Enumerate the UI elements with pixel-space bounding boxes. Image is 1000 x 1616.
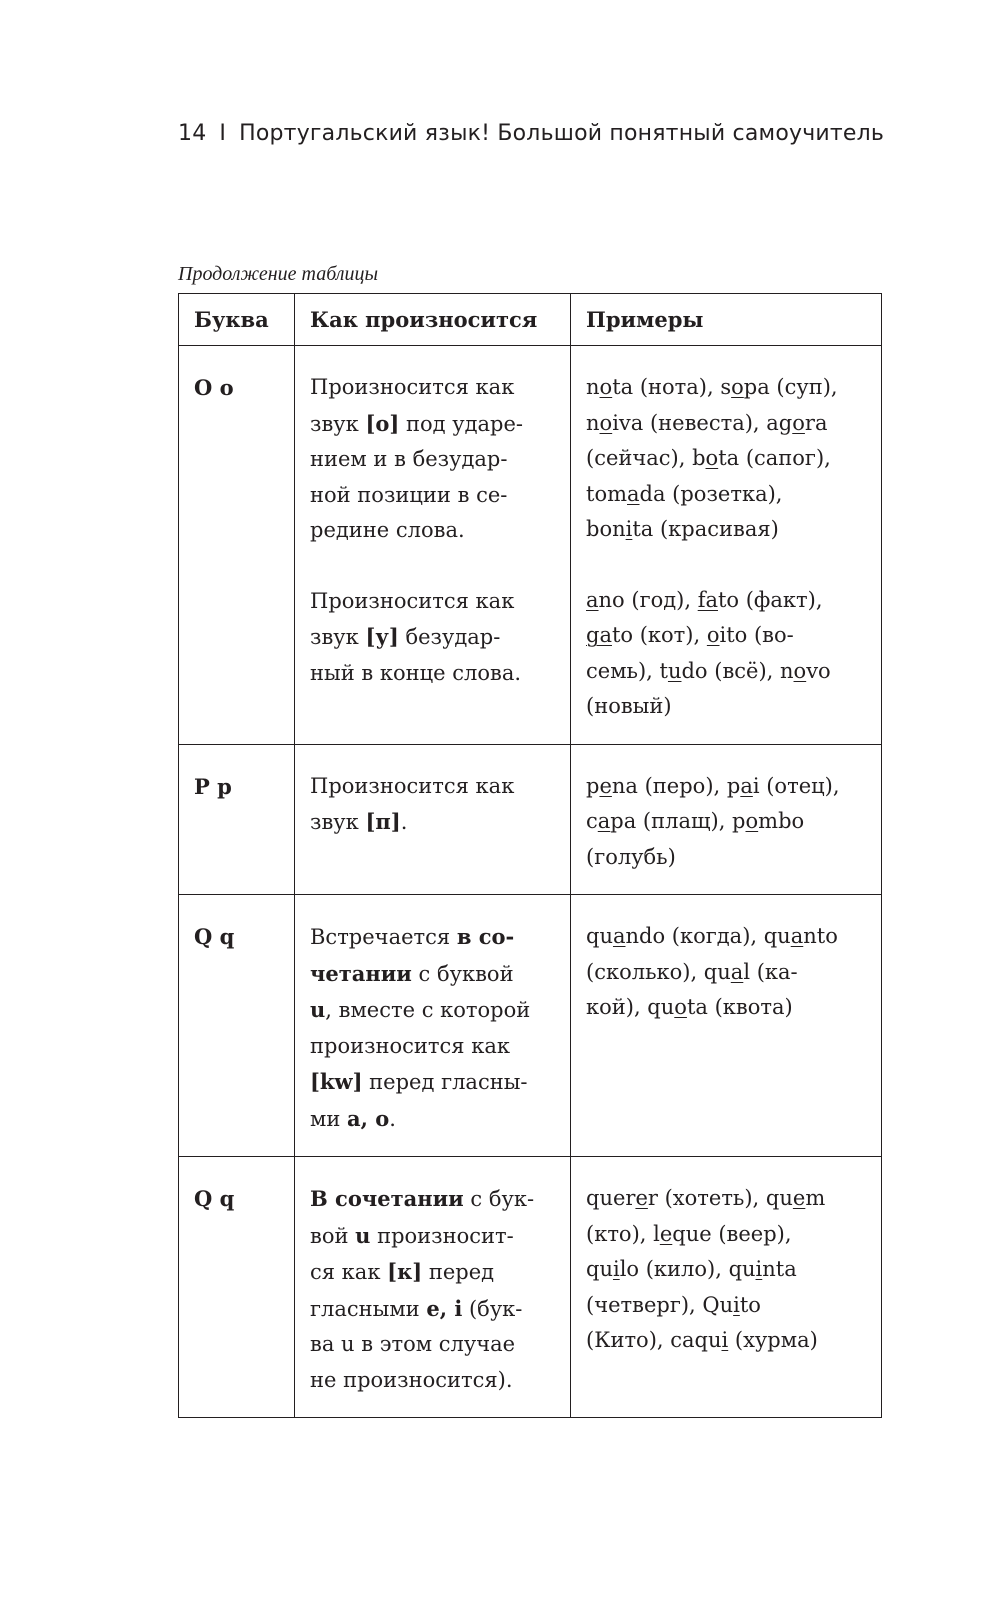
stressed-letter: fa [697, 587, 718, 612]
text-segment: не произносится). [310, 1367, 513, 1392]
column-header-pronunciation: Как произносится [295, 294, 571, 346]
letter-cell: Q q [179, 895, 295, 1157]
text-segment: r (хотеть), qu [647, 1186, 793, 1210]
stressed-letter: o [793, 658, 807, 683]
bold-text: В сочетании [310, 1186, 464, 1211]
text-segment: кой), qu [586, 995, 675, 1019]
text-segment: to [739, 1292, 761, 1317]
column-header-examples: Примеры [571, 294, 882, 346]
pronunciation-rule [310, 370, 556, 549]
text-segment: звук [310, 411, 366, 436]
bold-text: u [310, 997, 326, 1022]
stressed-letter: i [721, 1328, 729, 1352]
text-segment: lo (кило), qu [619, 1257, 756, 1281]
text-segment: i (отец), [752, 773, 840, 798]
stressed-letter: i [625, 517, 633, 541]
text-segment: tom [586, 481, 627, 506]
examples-list [586, 1181, 867, 1359]
text-segment: ito (во- [719, 623, 794, 647]
text-segment: m [805, 1186, 826, 1210]
stressed-letter: o [674, 995, 687, 1019]
text-segment: ra [804, 410, 828, 435]
examples-cell [571, 744, 882, 895]
pronunciation-cell [295, 346, 571, 745]
pronunciation-cell [295, 1157, 571, 1418]
text-segment: l (ка- [743, 959, 798, 984]
text-segment: (четверг), Qu [586, 1292, 734, 1317]
pronunciation-rule [310, 584, 556, 692]
examples-list [586, 583, 867, 725]
text-segment: (новый) [586, 694, 672, 718]
table-caption: Продолжение таблицы [178, 263, 379, 285]
text-segment: звук [310, 625, 366, 649]
text-segment: p [586, 773, 600, 798]
stressed-letter: a [730, 959, 744, 984]
text-segment: ся как [310, 1260, 388, 1284]
stressed-letter: e [635, 1186, 648, 1210]
table-row [179, 895, 882, 1157]
pronunciation-rule [310, 919, 556, 1137]
stressed-letter: o [599, 410, 613, 435]
table-body [179, 346, 882, 1418]
bold-text: e, i [426, 1295, 463, 1321]
text-segment: (кто), l [586, 1221, 660, 1246]
stressed-letter: a [597, 809, 611, 833]
text-segment: безудар- [398, 625, 501, 649]
stressed-letter: o [706, 623, 720, 647]
text-segment: звук [310, 810, 366, 834]
text-segment: ной позиции в се- [310, 482, 508, 507]
text-segment: (бук- [462, 1296, 523, 1321]
stressed-letter: a [740, 773, 753, 798]
text-segment: Произносится как [310, 588, 515, 613]
text-segment: pa (плащ), p [610, 809, 746, 833]
text-segment: n [586, 410, 600, 435]
table-row [179, 1157, 882, 1418]
text-segment: qu [586, 1257, 613, 1281]
stressed-letter: o [705, 446, 719, 470]
stressed-letter: o [731, 375, 744, 399]
text-segment: гласными [310, 1296, 427, 1321]
text-segment: (сколько), qu [586, 959, 731, 984]
text-segment: (хурма) [728, 1328, 818, 1352]
pronunciation-rule [310, 769, 556, 841]
text-segment: nto [803, 924, 838, 948]
bold-text: в со- [456, 924, 515, 949]
text-segment: ta (сапог), [718, 446, 831, 470]
text-segment: que (веер), [672, 1221, 792, 1246]
text-segment: to (факт), [717, 587, 823, 612]
examples-cell [571, 346, 882, 745]
text-segment: (Кито), caqu [586, 1328, 722, 1352]
text-segment: mbo [758, 809, 805, 833]
stressed-letter: i [733, 1292, 740, 1317]
text-segment: iva (невеста), ag [612, 410, 793, 435]
bold-text: u [355, 1222, 371, 1248]
bold-text: четании [310, 960, 412, 986]
text-segment: na (перо), p [611, 773, 741, 798]
letter-cell: Q q [179, 1157, 295, 1418]
text-segment: vo [806, 658, 831, 683]
bold-text: [o] [365, 410, 400, 436]
text-segment: ta (красивая) [632, 517, 779, 541]
text-segment: Произносится как [310, 375, 515, 399]
header-separator: I [219, 121, 227, 146]
text-segment: , вместе с которой [325, 998, 531, 1022]
running-head [178, 121, 884, 146]
text-segment: Встречается [310, 925, 457, 949]
bold-text: [к] [387, 1259, 423, 1284]
text-segment: pa (суп), [743, 375, 838, 399]
bold-text: [п] [365, 809, 401, 834]
stressed-letter: a [586, 587, 599, 612]
text-segment: nta [762, 1257, 797, 1281]
text-segment: quer [586, 1186, 636, 1210]
examples-cell [571, 1157, 882, 1418]
stressed-letter: a [790, 924, 804, 948]
text-segment: da (розетка), [639, 481, 783, 506]
text-segment: редине слова. [310, 518, 465, 542]
stressed-letter: o [792, 410, 805, 435]
stressed-letter: e [599, 773, 612, 798]
text-segment: ми [310, 1106, 348, 1131]
column-header-letter: Буква [179, 294, 295, 346]
stressed-letter: o [599, 375, 613, 399]
text-segment: ta (квота) [686, 995, 793, 1019]
table-header-row [179, 294, 882, 346]
examples-cell [571, 895, 882, 1157]
bold-text: [у] [365, 624, 399, 649]
text-segment: с буквой [411, 961, 514, 986]
text-segment: перед [422, 1260, 495, 1284]
text-segment: Произносится как [310, 773, 515, 798]
text-segment: c [586, 809, 598, 833]
text-segment: . [400, 810, 408, 834]
stressed-letter: o [745, 809, 759, 833]
text-segment: to (кот), [611, 623, 707, 647]
pronunciation-cell [295, 744, 571, 895]
pronunciation-cell [295, 895, 571, 1157]
table-row [179, 744, 882, 895]
stressed-letter: e [792, 1186, 806, 1210]
text-segment: ва u в этом случае [310, 1332, 516, 1356]
text-segment: произносит- [370, 1223, 514, 1248]
text-segment: нием и в безудар- [310, 447, 508, 471]
text-segment: no (год), [598, 587, 698, 612]
stressed-letter: i [612, 1257, 620, 1281]
text-segment: вой [310, 1223, 356, 1248]
text-segment: с бук- [463, 1187, 535, 1211]
stressed-letter: e [659, 1221, 673, 1246]
examples-list [586, 919, 867, 1026]
bold-text: a, o [347, 1105, 390, 1131]
book-title: Португальский язык! Большой понятный самоучитель [239, 121, 885, 146]
pronunciation-table [178, 293, 882, 1418]
text-segment: n [586, 375, 600, 399]
examples-list [586, 370, 867, 548]
stressed-letter: i [755, 1257, 763, 1281]
stressed-letter: a [612, 924, 626, 948]
text-segment: семь), t [586, 658, 668, 683]
bold-text: [kw] [310, 1069, 363, 1094]
letter-cell: O o [179, 346, 295, 745]
page-number: 14 [178, 121, 207, 146]
text-segment: . [389, 1106, 396, 1131]
text-segment: do (всё), n [681, 658, 794, 683]
stressed-letter: ga [586, 623, 612, 647]
text-segment: перед гласны- [362, 1070, 528, 1094]
text-segment: ный в конце слова. [310, 660, 522, 685]
pronunciation-rule [310, 1181, 556, 1398]
text-segment: bon [586, 517, 626, 541]
stressed-letter: u [667, 658, 682, 683]
table-row [179, 346, 882, 745]
text-segment: (голубь) [586, 844, 676, 869]
text-segment: под ударе- [399, 411, 524, 436]
text-segment: произносится как [310, 1033, 511, 1058]
text-segment: (сейчас), b [586, 446, 706, 470]
stressed-letter: a [627, 481, 640, 506]
text-segment: qu [586, 924, 613, 948]
text-segment: ndo (когда), qu [625, 924, 791, 948]
letter-cell: P p [179, 744, 295, 895]
text-segment: ta (нота), s [612, 375, 732, 399]
examples-list [586, 769, 867, 876]
